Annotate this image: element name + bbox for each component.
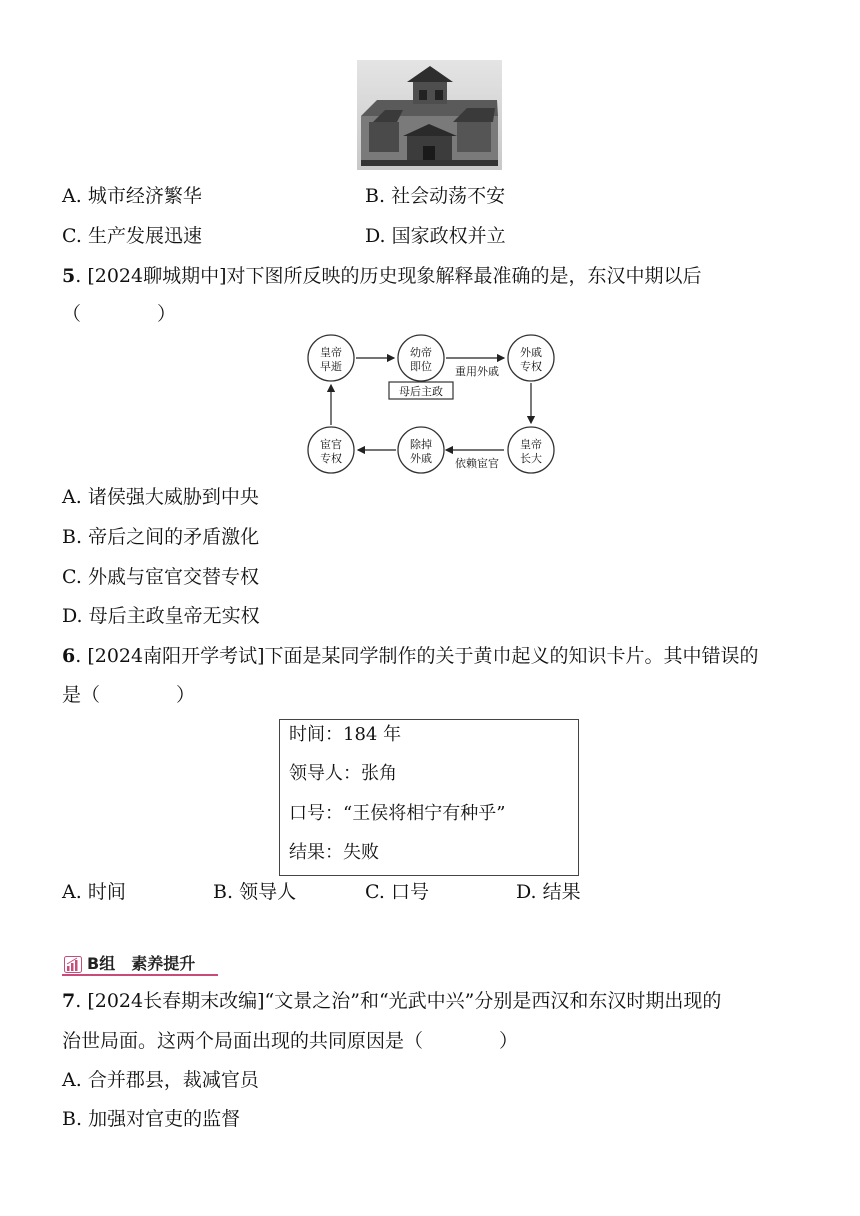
section-title: B组 素养提升 [87, 954, 196, 973]
q5-option-d: D. 母后主政皇帝无实权 [62, 605, 260, 627]
q6-option-a: A. 时间 [62, 881, 126, 903]
card-line-slogan: 口号：“王侯将相宁有种乎” [289, 803, 506, 824]
q6-option-c: C. 口号 [365, 881, 429, 903]
section-underline [62, 974, 218, 976]
svg-text:长大: 长大 [520, 452, 542, 465]
q4-option-b: B. 社会动荡不安 [365, 185, 506, 207]
pottery-courtyard-model-photo [357, 60, 502, 170]
q7-stem-line2: 治世局面。这两个局面出现的共同原因是（ ） [62, 1030, 519, 1052]
svg-text:专权: 专权 [320, 452, 342, 465]
svg-text:外戚: 外戚 [520, 346, 542, 359]
q5-stem: 5. [2024聊城期中]对下图所反映的历史现象解释最准确的是，东汉中期以后 [62, 265, 702, 287]
svg-text:幼帝: 幼帝 [410, 346, 432, 359]
q7-option-b: B. 加强对官吏的监督 [62, 1108, 241, 1130]
q7-stem: 7. [2024长春期末改编]“文景之治”和“光武中兴”分别是西汉和东汉时期出现的 [62, 990, 722, 1012]
svg-text:专权: 专权 [520, 360, 542, 373]
svg-text:母后主政: 母后主政 [399, 385, 443, 398]
q6-knowledge-card [279, 719, 579, 876]
diagram-node-consort-kin-power [508, 335, 554, 381]
q6-stem: 6. [2024南阳开学考试]下面是某同学制作的关于黄巾起义的知识卡片。其中错误的 [62, 645, 759, 667]
q4-option-d: D. 国家政权并立 [365, 225, 506, 247]
svg-text:外戚: 外戚 [410, 452, 432, 465]
q7-option-a: A. 合并郡县，裁减官员 [62, 1069, 259, 1091]
card-line-leader: 领导人：张角 [289, 763, 397, 784]
card-line-time: 时间：184 年 [289, 724, 402, 745]
diagram-edge-label-top: 重用外戚 [455, 365, 499, 378]
diagram-node-child-emperor [398, 335, 444, 381]
diagram-node-emperor-grown [508, 427, 554, 473]
svg-text:宦官: 宦官 [320, 438, 342, 451]
diagram-node-remove-consort-kin [398, 427, 444, 473]
svg-text:皇帝: 皇帝 [320, 346, 342, 359]
section-header-group-b [62, 954, 218, 976]
q4-option-c: C. 生产发展迅速 [62, 225, 202, 247]
diagram-node-eunuch-power [308, 427, 354, 473]
q5-cycle-diagram [300, 332, 562, 476]
diagram-box-empress-regency [389, 382, 453, 399]
q5-option-b: B. 帝后之间的矛盾激化 [62, 526, 260, 548]
svg-text:除掉: 除掉 [410, 438, 432, 451]
svg-text:早逝: 早逝 [320, 360, 342, 373]
bar-chart-icon [64, 956, 82, 973]
card-line-result: 结果：失败 [289, 842, 379, 863]
q6-option-b: B. 领导人 [213, 881, 297, 903]
q6-option-d: D. 结果 [516, 881, 581, 903]
svg-text:即位: 即位 [410, 360, 432, 373]
svg-text:皇帝: 皇帝 [520, 438, 542, 451]
diagram-node-emperor-early-death [308, 335, 354, 381]
q5-answer-blank: （ ） [62, 303, 177, 325]
q5-option-c: C. 外戚与宦官交替专权 [62, 566, 259, 588]
diagram-edge-label-bottom: 依赖宦官 [455, 457, 499, 470]
q5-option-a: A. 诸侯强大威胁到中央 [62, 486, 259, 508]
q6-stem-line2: 是（ ） [62, 684, 196, 706]
q4-option-a: A. 城市经济繁华 [62, 185, 202, 207]
